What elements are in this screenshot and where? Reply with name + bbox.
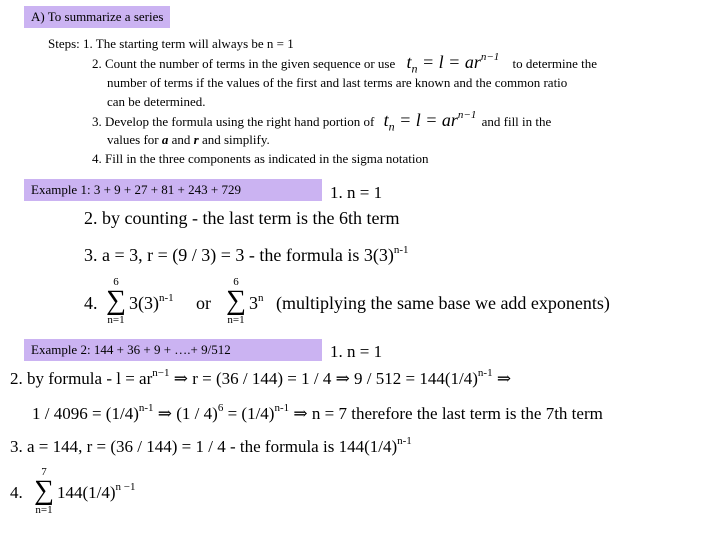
example-1-step-2: 2. by counting - the last term is the 6th term: [84, 208, 400, 228]
example-1-step-3: [84, 245, 409, 266]
sigma-icon: ∑: [226, 285, 246, 316]
example-2-step-3: [10, 437, 412, 457]
example-2-step-4-label: 4.: [10, 483, 23, 502]
example-1-sum-2-term: [249, 293, 264, 314]
step-2-line-2: number of terms if the values of the first and last terms are known and the common ratio: [107, 75, 568, 90]
ex2-step-2-b: ⇒ r = (36 / 144) = 1 / 4 ⇒ 9 / 512 = 144(1/4): [169, 369, 478, 388]
sigma-icon: ∑: [106, 285, 126, 316]
example-2-banner: Example 2: 144 + 36 + 9 + ….+ 9/512: [24, 339, 322, 361]
ex2-line3-b: ⇒ (1 / 4): [153, 404, 218, 423]
formula-t: t: [383, 110, 389, 130]
example-1-or: or: [196, 293, 211, 313]
example-2-sigma: [32, 466, 56, 516]
example-1-step-3-text: 3. a = 3, r = (9 / 3) = 3 - the formula is 3(3): [84, 245, 394, 265]
example-1-step-3-exp: n-1: [393, 244, 409, 256]
example-1-step-1: 1. n = 1: [330, 183, 383, 202]
step-3-text: 3. Develop the formula using the right hand portion of: [92, 114, 375, 129]
example-1-sum-1-term: [129, 293, 174, 314]
ex2-sum-exp: n −1: [115, 481, 136, 493]
formula-sub: n: [411, 61, 418, 76]
ex2-sum-term: 144(1/4): [57, 483, 116, 502]
sigma-1-upper: 6: [113, 276, 119, 288]
sum-1-term: 3(3): [129, 293, 159, 313]
step-4: 4. Fill in the three components as indicated in the sigma notation: [92, 151, 429, 166]
step-3-line-2: [107, 130, 270, 149]
example-1-step-4-label: 4.: [84, 293, 98, 313]
formula-t: t: [406, 52, 412, 72]
step-2-text: 2. Count the number of terms in the given sequence or use: [92, 56, 396, 71]
var-r: r: [193, 132, 199, 147]
ex2-line3-exp1: n-1: [138, 402, 154, 414]
step-3-simplify: and simplify.: [198, 132, 270, 147]
step-2-formula: [406, 51, 500, 76]
example-2-sum-term: [57, 483, 136, 503]
sigma-icon: ∑: [34, 475, 54, 506]
section-a-title: A) To summarize a series: [24, 6, 170, 28]
var-a: a: [161, 132, 169, 147]
ex2-line3-exp3: n-1: [274, 402, 290, 414]
step-1: Steps: 1. The starting term will always be n = 1: [48, 36, 294, 51]
example-2-step-1: 1. n = 1: [330, 342, 383, 361]
example-1-banner: Example 1: 3 + 9 + 27 + 81 + 243 + 729: [24, 179, 322, 201]
sigma-lower: n=1: [35, 504, 53, 516]
formula-sub: n: [388, 119, 395, 134]
example-1-sigma-2: [224, 276, 248, 326]
sigma-2-upper: 6: [233, 276, 239, 288]
formula-rest: = l = ar: [394, 110, 458, 130]
sigma-2-lower: n=1: [227, 314, 245, 326]
ex2-step-3-exp: n-1: [397, 435, 412, 447]
ex2-step-2-exp2: n-1: [477, 367, 493, 379]
step-3-tail: and fill in the: [481, 114, 552, 129]
formula-exp: n−1: [480, 51, 500, 63]
formula-exp: n−1: [457, 109, 477, 121]
ex2-line3-c: = (1/4): [223, 404, 275, 423]
ex2-line3-exp2: 6: [217, 402, 224, 414]
step-3-formula: [383, 109, 477, 134]
sigma-upper: 7: [41, 466, 47, 478]
ex2-step-2-exp1: n−1: [152, 367, 170, 379]
example-1-sigma-1: [104, 276, 128, 326]
ex2-step-2-a: 2. by formula - l = ar: [10, 369, 153, 388]
ex2-step-2-c: ⇒: [492, 369, 512, 388]
formula-rest: = l = ar: [417, 52, 481, 72]
sum-2-term: 3: [249, 293, 258, 313]
sigma-1-lower: n=1: [107, 314, 125, 326]
sum-1-exp: n-1: [159, 292, 174, 304]
example-2-step-2-cont: [32, 404, 603, 424]
example-1-note: (multiplying the same base we add exponents): [276, 293, 610, 313]
step-3-and: and: [168, 132, 194, 147]
ex2-step-3-text: 3. a = 144, r = (36 / 144) = 1 / 4 - the formula is 144(1/4): [10, 437, 398, 456]
step-2-tail: to determine the: [512, 56, 597, 71]
step-3-values: values for: [107, 132, 162, 147]
ex2-line3-a: 1 / 4096 = (1/4): [32, 404, 139, 423]
step-2-line-3: can be determined.: [107, 94, 206, 109]
example-2-step-2: [10, 369, 511, 389]
ex2-line3-d: ⇒ n = 7 therefore the last term is the 7th term: [289, 404, 603, 423]
sum-2-exp: n: [258, 292, 264, 304]
